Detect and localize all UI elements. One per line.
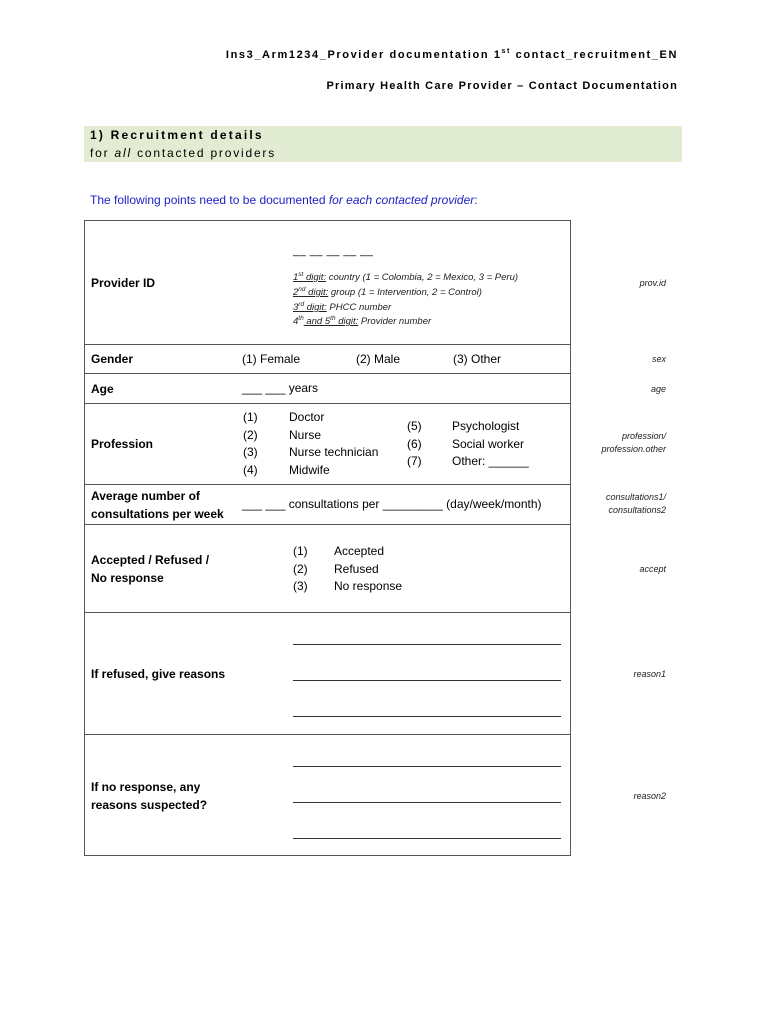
document-title: Primary Health Care Provider – Contact Documentation bbox=[326, 80, 678, 92]
variable-sex: sex bbox=[651, 354, 666, 364]
variable-accept: accept bbox=[639, 564, 666, 574]
profession-label: Profession bbox=[91, 437, 154, 451]
variable-prov-id: prov.id bbox=[639, 278, 666, 288]
profession-code-2: (2) bbox=[243, 427, 258, 442]
profession-code-5: (5) bbox=[407, 419, 422, 433]
provider-id-blanks[interactable]: __ __ __ __ __ bbox=[293, 245, 374, 257]
provider-id-digit-2: 2nd digit: group (1 = Intervention, 2 = Control) bbox=[293, 286, 482, 298]
gender-label: Gender bbox=[91, 352, 134, 366]
no-response-reason-line-3[interactable] bbox=[293, 838, 561, 839]
profession-code-1: (1) bbox=[243, 410, 258, 424]
refused-reason-line-3[interactable] bbox=[293, 716, 561, 717]
age-field[interactable]: ___ ___ years bbox=[242, 381, 319, 395]
profession-option-midwife[interactable]: Midwife bbox=[289, 462, 330, 477]
profession-code-6: (6) bbox=[407, 436, 422, 451]
profession-option-psychologist[interactable]: Psychologist bbox=[452, 419, 520, 433]
profession-code-3: (3) bbox=[243, 445, 258, 459]
row-divider bbox=[84, 373, 571, 374]
intro-text: The following points need to be documented for each contacted provider: bbox=[90, 193, 478, 207]
gender-option-male[interactable]: (2) Male bbox=[356, 352, 401, 366]
profession-option-other[interactable]: Other: ______ bbox=[452, 454, 529, 468]
accept-label: Accepted / Refused / No response bbox=[91, 553, 210, 585]
profession-code-7: (7) bbox=[407, 454, 422, 468]
row-divider bbox=[84, 484, 571, 485]
accept-option-refused[interactable]: Refused bbox=[334, 561, 379, 576]
no-response-reason-line-1[interactable] bbox=[293, 766, 561, 767]
variable-consultations: consultations1/ consultations2 bbox=[605, 492, 666, 515]
section-banner bbox=[84, 126, 682, 162]
no-response-reason-line-2[interactable] bbox=[293, 802, 561, 803]
section-subtitle: for all contacted providers bbox=[90, 146, 277, 160]
variable-reason2: reason2 bbox=[633, 791, 666, 801]
profession-option-nurse[interactable]: Nurse bbox=[289, 427, 322, 442]
row-divider bbox=[84, 344, 571, 345]
accept-code-2: (2) bbox=[293, 561, 308, 576]
variable-profession: profession/ profession.other bbox=[601, 431, 666, 454]
document-code: Ins3_Arm1234_Provider documentation 1st contact_recruitment_EN bbox=[225, 48, 678, 61]
row-divider bbox=[84, 524, 571, 525]
accept-code-3: (3) bbox=[293, 579, 308, 593]
provider-id-digit-1: 1st digit: country (1 = Colombia, 2 = Mexico, 3 = Peru) bbox=[293, 271, 519, 283]
provider-id-label: Provider ID bbox=[91, 276, 156, 290]
provider-id-digit-4-5: 4th and 5th digit: Provider number bbox=[293, 315, 432, 327]
variable-reason1: reason1 bbox=[633, 669, 666, 679]
provider-id-digit-3: 3rd digit: PHCC number bbox=[293, 301, 392, 313]
row-divider bbox=[84, 612, 571, 613]
consultations-field[interactable]: ___ ___ consultations per _________ (day/week/month) bbox=[242, 497, 542, 511]
accept-code-1: (1) bbox=[293, 544, 308, 558]
gender-option-female[interactable]: (1) Female bbox=[242, 352, 301, 366]
refused-reason-line-2[interactable] bbox=[293, 680, 561, 681]
gender-option-other[interactable]: (3) Other bbox=[453, 352, 502, 366]
section-title: 1) Recruitment details bbox=[90, 128, 264, 142]
refused-reason-line-1[interactable] bbox=[293, 644, 561, 645]
row-divider bbox=[84, 403, 571, 404]
row-divider bbox=[84, 734, 571, 735]
profession-option-social-worker[interactable]: Social worker bbox=[452, 436, 525, 451]
age-label: Age bbox=[91, 382, 114, 396]
accept-option-no-response[interactable]: No response bbox=[334, 579, 403, 593]
consultations-label: Average number of consultations per week bbox=[91, 489, 224, 521]
profession-code-4: (4) bbox=[243, 462, 258, 477]
no-response-reasons-label: If no response, any reasons suspected? bbox=[91, 780, 208, 812]
profession-option-doctor[interactable]: Doctor bbox=[289, 410, 325, 424]
accept-option-accepted[interactable]: Accepted bbox=[334, 544, 385, 558]
profession-option-nurse-technician[interactable]: Nurse technician bbox=[289, 445, 379, 459]
variable-age: age bbox=[650, 384, 666, 394]
refused-reasons-label: If refused, give reasons bbox=[91, 667, 226, 681]
